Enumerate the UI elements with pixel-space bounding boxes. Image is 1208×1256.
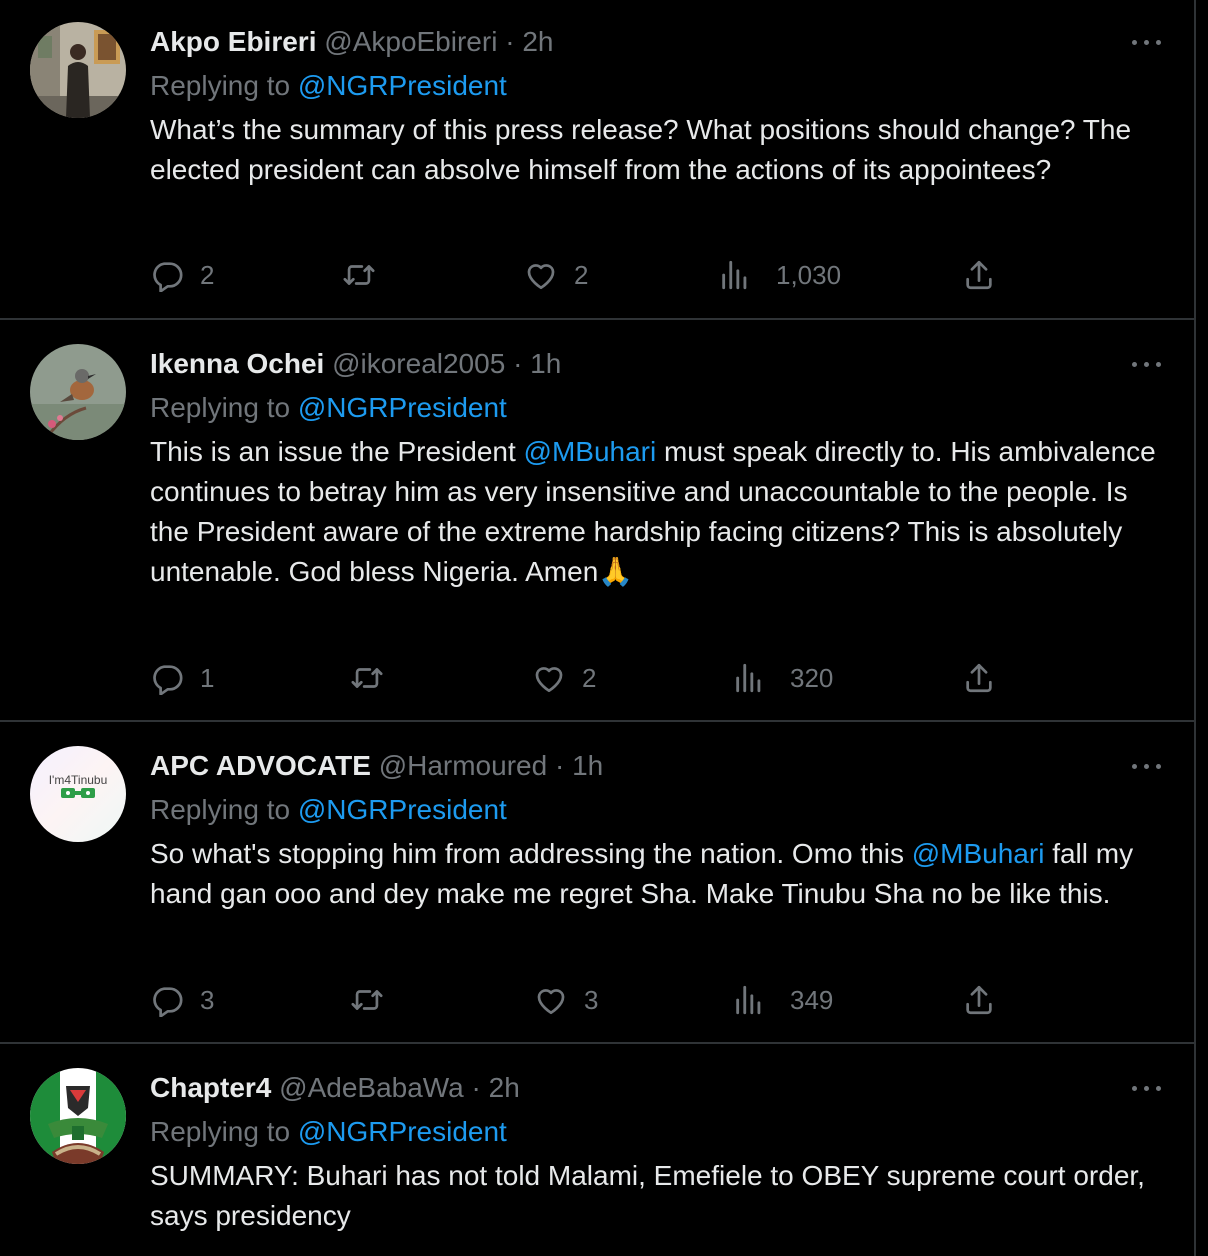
views-button[interactable] <box>732 980 833 1020</box>
views-button[interactable] <box>718 255 841 295</box>
timestamp[interactable]: 1h <box>572 750 604 781</box>
like-icon <box>532 661 566 695</box>
tweet-header <box>150 1070 520 1106</box>
tweet-text-segment: So what's stopping him from addressing the nation. Omo this <box>150 838 912 869</box>
replying-to <box>150 792 507 828</box>
replying-to-mention[interactable]: @NGRPresident <box>297 70 507 101</box>
separator-dot: · <box>471 1072 481 1103</box>
user-handle[interactable]: @AkpoEbireri <box>324 26 498 57</box>
like-button[interactable] <box>524 255 588 295</box>
like-button[interactable] <box>534 980 598 1020</box>
separator-dot: · <box>554 750 565 781</box>
like-button[interactable] <box>532 658 596 698</box>
more-icon[interactable] <box>1132 37 1166 47</box>
separator-dot: · <box>505 26 515 57</box>
separator-dot: · <box>513 348 523 379</box>
reply-icon <box>150 983 184 1017</box>
user-handle[interactable]: @ikoreal2005 <box>332 348 506 379</box>
reply-count: 1 <box>200 662 215 693</box>
tweet-text <box>150 834 1170 914</box>
like-count: 2 <box>574 259 589 290</box>
retweet-button[interactable] <box>350 980 400 1020</box>
tweet-header <box>150 346 561 382</box>
replying-to <box>150 390 507 426</box>
avatar[interactable] <box>30 22 126 118</box>
tweet[interactable] <box>0 0 1194 320</box>
retweet-icon <box>350 661 384 695</box>
reply-button[interactable] <box>150 255 214 295</box>
tweet-text-segment: SUMMARY: Buhari has not told Malami, Emefiele to OBEY supreme court order, says presidency <box>150 1160 1145 1231</box>
views-icon <box>718 258 752 292</box>
display-name[interactable]: APC ADVOCATE <box>150 750 371 781</box>
avatar[interactable] <box>30 1068 126 1164</box>
reply-button[interactable] <box>150 980 214 1020</box>
views-button[interactable] <box>732 658 833 698</box>
views-icon <box>732 983 766 1017</box>
tweet-text <box>150 432 1170 592</box>
tweet-actions <box>150 658 1050 698</box>
replying-prefix: Replying to <box>150 1116 291 1147</box>
share-button[interactable] <box>962 255 996 295</box>
mention-link[interactable]: @MBuhari <box>911 838 1045 869</box>
tweet[interactable] <box>0 1044 1194 1256</box>
tweet-header <box>150 24 553 60</box>
reply-icon <box>150 661 184 695</box>
views-count: 1,030 <box>776 259 842 290</box>
timestamp[interactable]: 2h <box>488 1072 520 1103</box>
more-icon[interactable] <box>1132 1083 1166 1093</box>
more-icon[interactable] <box>1132 761 1166 771</box>
tweet-text-segment: must speak directly to. His ambivalence continues to betray him as very insensitive and unaccountable to the people. Is the President aware of the extreme hardship facing citizens? This is absolutely untenable. God bless Nigeria. Amen🙏 <box>150 436 1156 587</box>
more-icon[interactable] <box>1132 359 1166 369</box>
like-icon <box>524 258 558 292</box>
replying-prefix: Replying to <box>150 392 291 423</box>
replying-prefix: Replying to <box>150 70 291 101</box>
tweet-text-segment: fall my hand gan ooo and dey make me regret Sha. Make Tinubu Sha no be like this. <box>150 838 1134 909</box>
user-handle[interactable]: @AdeBabaWa <box>279 1072 464 1103</box>
avatar[interactable] <box>30 746 126 842</box>
display-name[interactable]: Akpo Ebireri <box>150 26 317 57</box>
tweet-actions <box>150 980 1050 1020</box>
user-handle[interactable]: @Harmoured <box>378 750 548 781</box>
views-count: 320 <box>790 662 834 693</box>
replying-to-mention[interactable]: @NGRPresident <box>297 1116 507 1147</box>
retweet-button[interactable] <box>342 255 392 295</box>
tweet-text-segment: What’s the summary of this press release? What positions should change? The elected president can absolve himself from the actions of its appointees? <box>150 114 1132 185</box>
share-button[interactable] <box>962 658 996 698</box>
tweet-header <box>150 748 603 784</box>
replying-to-mention[interactable]: @NGRPresident <box>297 794 507 825</box>
reply-button[interactable] <box>150 658 214 698</box>
like-count: 2 <box>582 662 597 693</box>
timestamp[interactable]: 2h <box>522 26 554 57</box>
views-icon <box>732 661 766 695</box>
avatar-text: I'm4Tinubu <box>48 773 108 787</box>
reply-count: 3 <box>200 984 215 1015</box>
tweet[interactable] <box>0 320 1194 722</box>
tweet-actions <box>150 255 1050 295</box>
retweet-button[interactable] <box>350 658 400 698</box>
like-count: 3 <box>584 984 599 1015</box>
display-name[interactable]: Chapter4 <box>150 1072 272 1103</box>
retweet-icon <box>342 258 376 292</box>
reply-count: 2 <box>200 259 215 290</box>
replying-prefix: Replying to <box>150 794 291 825</box>
replying-to <box>150 68 507 104</box>
reply-icon <box>150 258 184 292</box>
tweet-text <box>150 110 1170 190</box>
views-count: 349 <box>790 984 834 1015</box>
share-icon <box>962 661 996 695</box>
mention-link[interactable]: @MBuhari <box>523 436 657 467</box>
like-icon <box>534 983 568 1017</box>
tweet-text <box>150 1156 1170 1236</box>
retweet-icon <box>350 983 384 1017</box>
tweet[interactable] <box>0 722 1194 1044</box>
display-name[interactable]: Ikenna Ochei <box>150 348 325 379</box>
share-icon <box>962 258 996 292</box>
tweet-text-segment: This is an issue the President <box>150 436 524 467</box>
replying-to <box>150 1114 507 1150</box>
timestamp[interactable]: 1h <box>530 348 562 379</box>
share-button[interactable] <box>962 980 996 1020</box>
replying-to-mention[interactable]: @NGRPresident <box>297 392 507 423</box>
avatar[interactable] <box>30 344 126 440</box>
share-icon <box>962 983 996 1017</box>
